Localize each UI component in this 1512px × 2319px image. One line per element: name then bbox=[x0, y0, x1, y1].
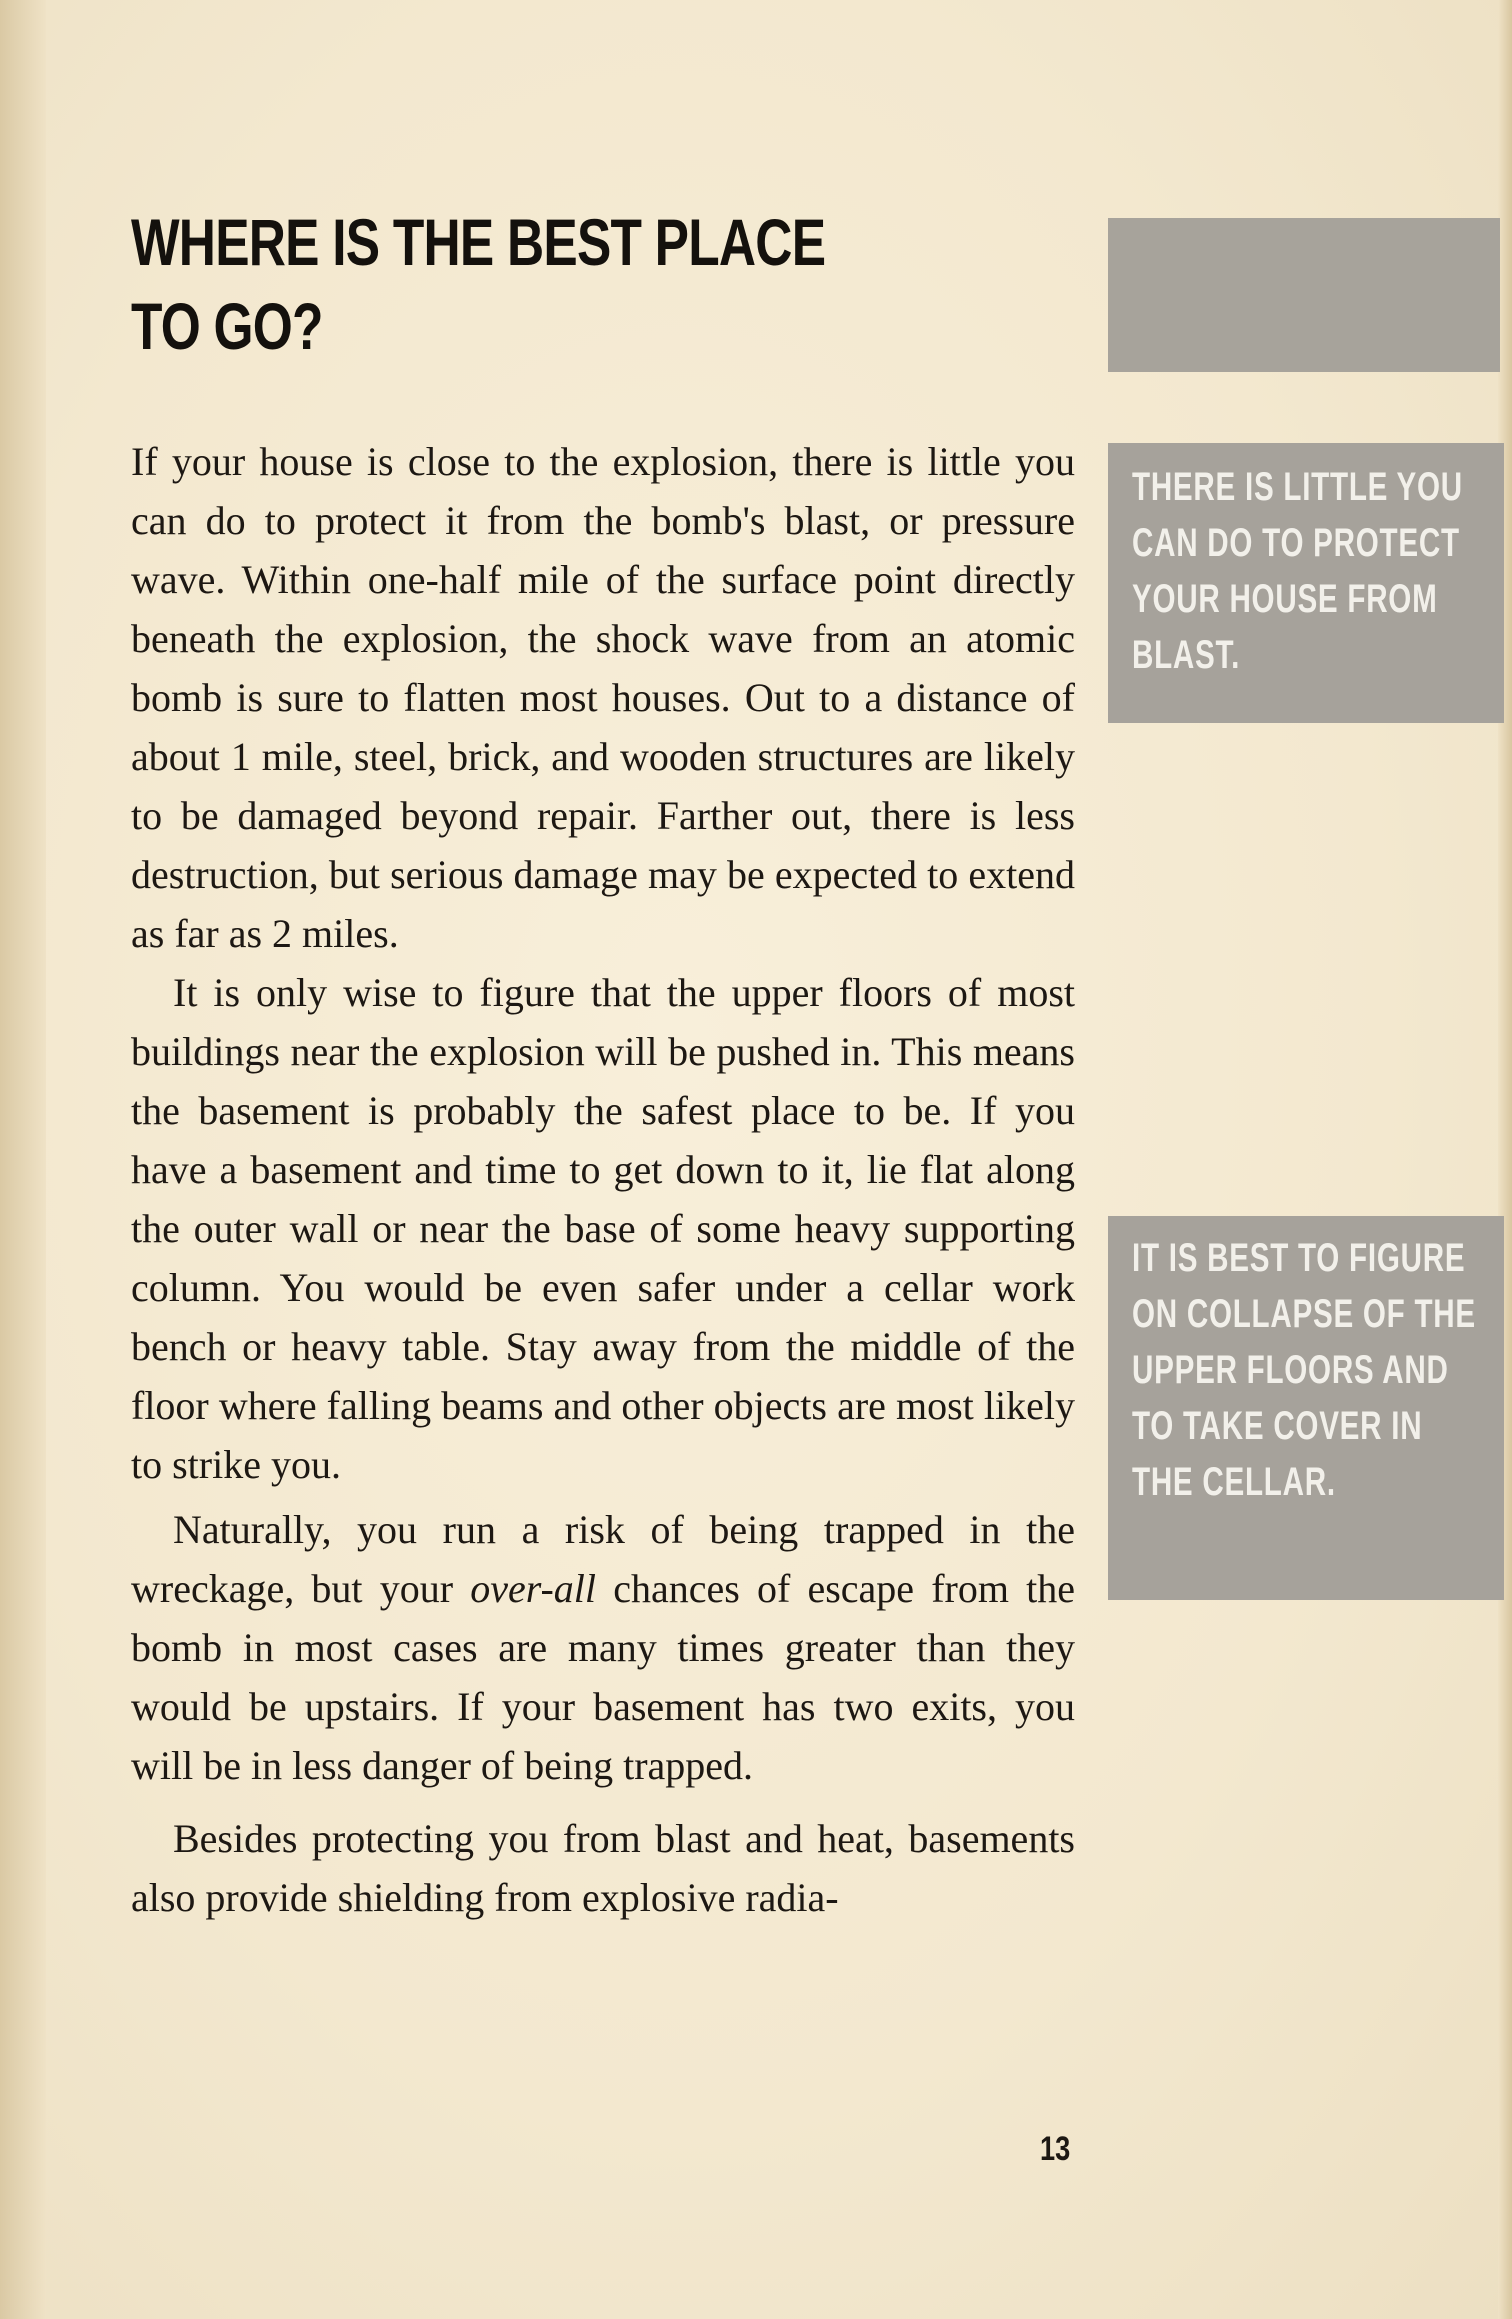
paragraph-3-emphasis: over-all bbox=[470, 1566, 597, 1611]
paragraph-3-start: Naturally, you run a risk of being trapped in the wreckage, but your bbox=[131, 1507, 1075, 1611]
margin-callout-cellar bbox=[1108, 1216, 1504, 1600]
page-edge-shadow bbox=[1498, 0, 1512, 2319]
callout-blast-text: THERE IS LITTLE YOU CAN DO TO PROTECT YOUR HOUSE FROM BLAST. bbox=[1132, 465, 1463, 677]
body-text bbox=[131, 432, 1075, 1927]
paragraph-4: Besides protecting you from blast and heat, basements also provide shielding from explosive radia- bbox=[131, 1816, 1075, 1920]
sidebar-shaded-block bbox=[1108, 218, 1500, 372]
section-heading bbox=[131, 200, 833, 368]
paragraph-3 bbox=[131, 1500, 1075, 1795]
page-number: 13 bbox=[1040, 2130, 1071, 2168]
paragraph-2: It is only wise to figure that the upper floors of most buildings near the explosion will be pushed in. This means the basement is probably the safest place to be. If you have a basement and time to get down to it, lie flat along the outer wall or near the base of some heavy supporting column. You would be even safer under a cellar work bench or heavy table. Stay away from the middle of the floor where falling beams and other objects are most likely to strike you. bbox=[131, 970, 1075, 1487]
heading-line-1: WHERE IS THE BEST PLACE bbox=[131, 205, 826, 279]
heading-line-2: TO GO? bbox=[131, 289, 323, 363]
callout-cellar-text: IT IS BEST TO FIGURE ON COLLAPSE OF THE UPPER FLOORS AND TO TAKE COVER IN THE CELLAR. bbox=[1132, 1236, 1476, 1504]
page-spine-shadow bbox=[0, 0, 46, 2319]
paragraph-3-end: chances of escape from the bomb in most cases are many times greater than they would be upstairs. If your basement has two exits, you will be in less danger of being trapped. bbox=[131, 1566, 1075, 1788]
paragraph-1: If your house is close to the explosion, there is little you can do to protect it from the bomb's blast, or pressure wave. Within one-half mile of the surface point directly beneath the explosion, the shock wave from an atomic bomb is sure to flatten most houses. Out to a distance of about 1 mile, steel, brick, and wooden structures are likely to be damaged beyond repair. Farther out, there is less destruction, but serious damage may be expected to extend as far as 2 miles. bbox=[131, 439, 1075, 956]
margin-callout-blast bbox=[1108, 443, 1504, 723]
